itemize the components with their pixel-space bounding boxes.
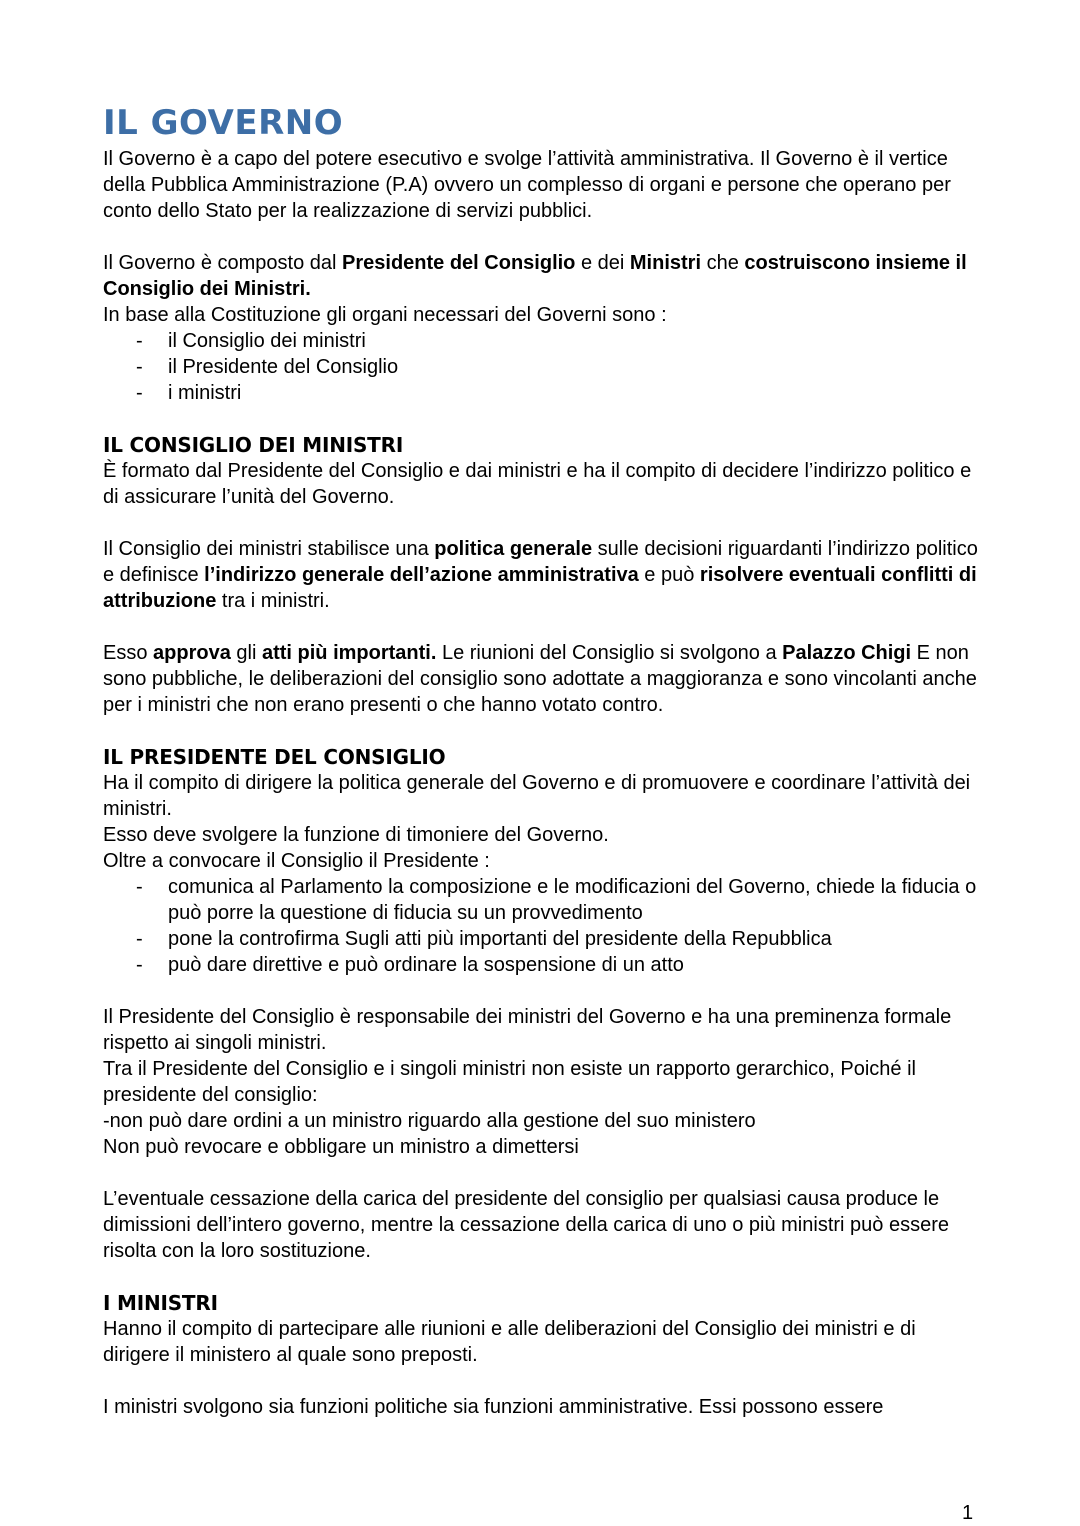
list-item: - comunica al Parlamento la composizione e le modificazioni del Governo, chiede la fiducia o può porre la questione di fiducia su un provvedimento — [103, 874, 983, 926]
presidente-paragraph-1: Ha il compito di dirigere la politica generale del Governo e di promuovere e coordinare l’attività dei ministri. — [103, 772, 971, 820]
duties-list — [103, 874, 983, 978]
presidente-paragraph-8: L’eventuale cessazione della carica del presidente del consiglio per qualsiasi causa produce le dimissioni dell’intero governo, mentre la cessazione della carica di uno o più ministri può essere risolta con la loro sostituzione. — [103, 1188, 949, 1262]
consiglio-paragraph-3: Esso approva gli atti più importanti. Le riunioni del Consiglio si svolgono a Palazzo Chigi E non sono pubbliche, le deliberazioni del consiglio sono adottate a maggioranza e sono vincolanti anche per i ministri che non erano presenti o che hanno votato contro. — [103, 642, 977, 716]
presidente-paragraph-6: -non può dare ordini a un ministro riguardo alla gestione del suo ministero — [103, 1110, 756, 1132]
list-item: - può dare direttive e può ordinare la sospensione di un atto — [103, 952, 983, 978]
page-title: IL GOVERNO — [103, 103, 344, 143]
ministri-paragraph-1: Hanno il compito di partecipare alle riunioni e alle deliberazioni del Consiglio dei ministri e di dirigere il ministero al quale sono preposti. — [103, 1318, 916, 1366]
presidente-paragraph-7: Non può revocare e obbligare un ministro a dimettersi — [103, 1136, 579, 1158]
section-heading-ministri: I MINISTRI — [103, 1291, 218, 1315]
page-number: 1 — [962, 1502, 974, 1524]
intro-paragraph-1: Il Governo è a capo del potere esecutivo e svolge l’attività amministrativa. Il Governo è il vertice della Pubblica Amministrazione (P.A) ovvero un complesso di organi e persone che operano per conto dello Stato per la realizzazione di servizi pubblici. — [103, 148, 951, 222]
section-heading-presidente: IL PRESIDENTE DEL CONSIGLIO — [103, 745, 446, 769]
organs-list — [103, 328, 983, 406]
intro-paragraph-3: In base alla Costituzione gli organi necessari del Governi sono : — [103, 304, 667, 326]
list-item: - i ministri — [103, 380, 983, 406]
ministri-paragraph-2: I ministri svolgono sia funzioni politiche sia funzioni amministrative. Essi possono essere — [103, 1396, 884, 1418]
presidente-paragraph-4: Il Presidente del Consiglio è responsabile dei ministri del Governo e ha una preminenza formale rispetto ai singoli ministri. — [103, 1006, 952, 1054]
list-item: - pone la controfirma Sugli atti più importanti del presidente della Repubblica — [103, 926, 983, 952]
section-heading-consiglio: IL CONSIGLIO DEI MINISTRI — [103, 433, 404, 457]
presidente-paragraph-2: Esso deve svolgere la funzione di timoniere del Governo. — [103, 824, 609, 846]
document-body — [103, 100, 983, 1420]
list-item: - il Consiglio dei ministri — [103, 328, 983, 354]
presidente-paragraph-5: Tra il Presidente del Consiglio e i singoli ministri non esiste un rapporto gerarchico, Poiché il presidente del consiglio: — [103, 1058, 916, 1106]
list-item: - il Presidente del Consiglio — [103, 354, 983, 380]
intro-paragraph-2: Il Governo è composto dal Presidente del Consiglio e dei Ministri che costruiscono insieme il Consiglio dei Ministri. — [103, 252, 967, 300]
consiglio-paragraph-2: Il Consiglio dei ministri stabilisce una politica generale sulle decisioni riguardanti l’indirizzo politico e definisce l’indirizzo generale dell’azione amministrativa e può risolvere eventuali conflitti di attribuzione tra i ministri. — [103, 538, 978, 612]
presidente-paragraph-3: Oltre a convocare il Consiglio il Presidente : — [103, 850, 490, 872]
consiglio-paragraph-1: È formato dal Presidente del Consiglio e dai ministri e ha il compito di decidere l’indirizzo politico e di assicurare l’unità del Governo. — [103, 460, 972, 508]
